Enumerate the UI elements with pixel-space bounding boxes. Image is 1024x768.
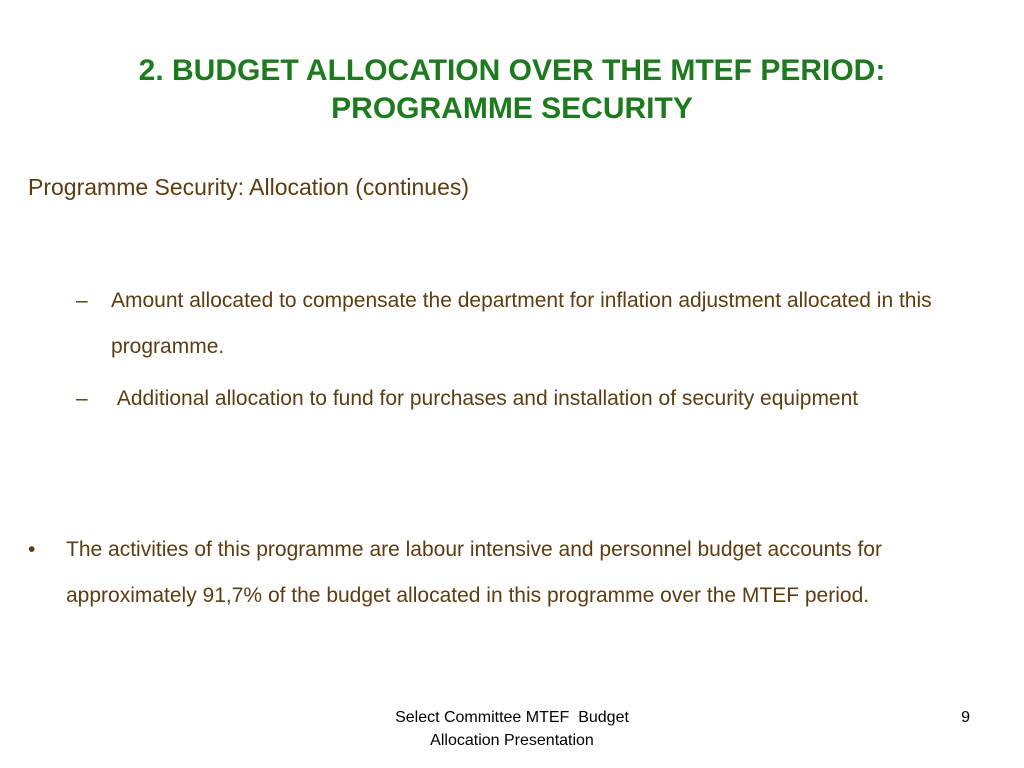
bullet-list-item-text: The activities of this programme are labour intensive and personnel budget accounts for approximately 91,7% of the budget allocated in this programme over the MTEF period. — [66, 538, 882, 607]
sub-list-item-text: Amount allocated to compensate the department for inflation adjustment allocated in this programme. — [111, 289, 932, 358]
slide-subtitle: Programme Security: Allocation (continues) — [28, 174, 470, 200]
dash-marker: – — [76, 289, 88, 312]
dash-marker: – — [76, 387, 88, 410]
slide-title — [40, 52, 984, 128]
sub-list-item-text: Additional allocation to fund for purchases and installation of security equipment — [111, 387, 859, 410]
bullet-marker: • — [28, 538, 36, 561]
sub-list-item — [76, 376, 946, 422]
slide-title-line-2: PROGRAMME SECURITY — [331, 92, 693, 125]
footer-line-1: Select Committee MTEF Budget — [395, 709, 629, 726]
bullet-list-item — [28, 527, 998, 619]
slide-title-line-1: 2. BUDGET ALLOCATION OVER THE MTEF PERIOD: — [138, 54, 886, 87]
footer-line-2: Allocation Presentation — [430, 732, 594, 749]
sub-list-item — [76, 278, 946, 370]
page-number: 9 — [961, 709, 970, 726]
footer-presentation-title — [352, 706, 672, 752]
